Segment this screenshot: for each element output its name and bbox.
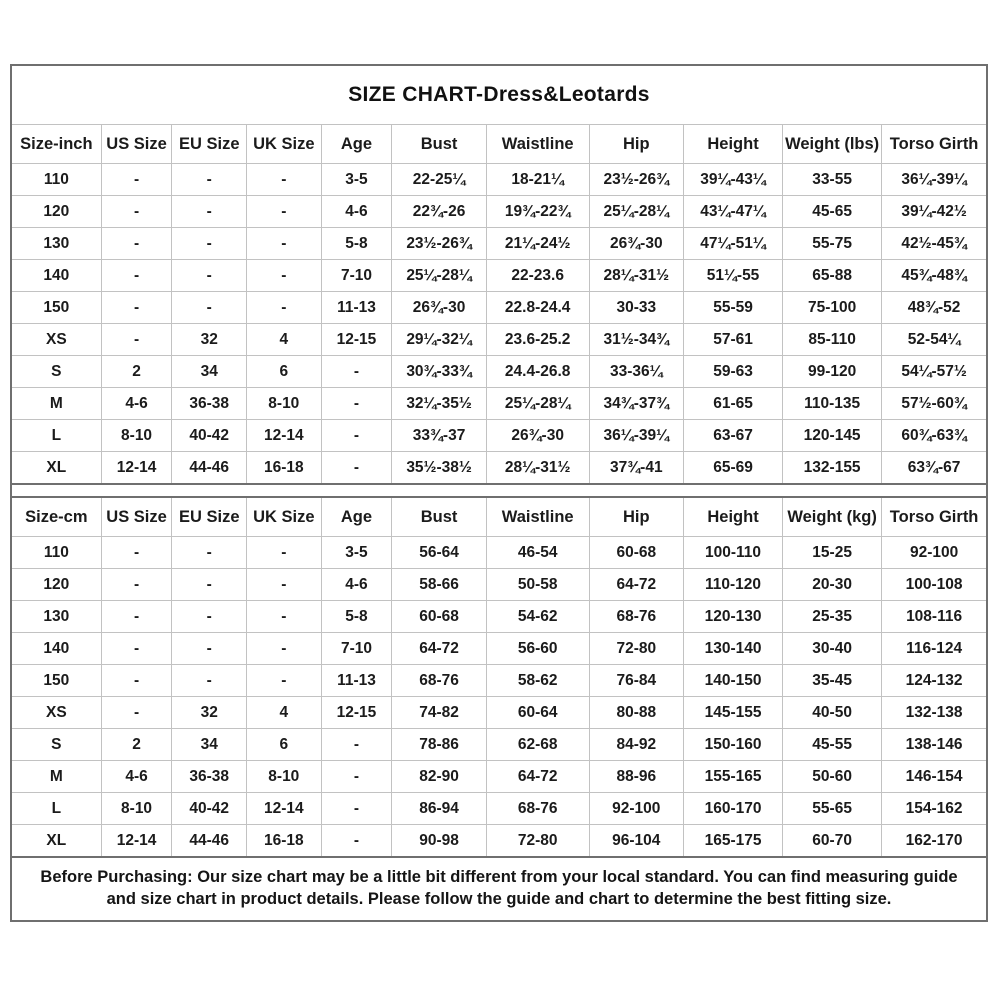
table-cell: -: [172, 665, 247, 697]
table-cell: 146-154: [882, 761, 986, 793]
table-cell: 108-116: [882, 601, 986, 633]
table-cell: S: [12, 729, 101, 761]
table-cell: 96-104: [589, 825, 683, 857]
table-cell: -: [101, 569, 172, 601]
table-cell: S: [12, 356, 101, 388]
table-cell: 120-145: [783, 420, 882, 452]
table-cell: 23½-26¾: [392, 228, 486, 260]
table-cell: -: [172, 633, 247, 665]
purchase-note: Before Purchasing: Our size chart may be a little bit different from your local standard. You can find measuring guide and size chart in product details. Please follow the guide and chart to determine the best fitting size.: [12, 856, 986, 920]
table-cell: 16-18: [247, 825, 322, 857]
header-cell: Size-inch: [12, 125, 101, 164]
table-cell: -: [101, 164, 172, 196]
table-cell: 155-165: [683, 761, 782, 793]
table-cell: 130: [12, 601, 101, 633]
table-cell: 12-14: [247, 420, 322, 452]
table-cell: 8-10: [247, 761, 322, 793]
table-cell: 2: [101, 729, 172, 761]
table-cell: 99-120: [783, 356, 882, 388]
header-cell: EU Size: [172, 125, 247, 164]
table-cell: L: [12, 420, 101, 452]
table-cell: 60-68: [392, 601, 486, 633]
table-cell: -: [101, 537, 172, 569]
header-cell: Weight (kg): [783, 497, 882, 537]
table-cell: -: [247, 164, 322, 196]
table-cell: 5-8: [321, 228, 392, 260]
table-cell: XL: [12, 825, 101, 857]
table-cell: 44-46: [172, 825, 247, 857]
table-cell: -: [172, 260, 247, 292]
table-cell: 42½-45¾: [882, 228, 986, 260]
table-cell: 140: [12, 260, 101, 292]
table-cell: 140-150: [683, 665, 782, 697]
table-cell: -: [321, 420, 392, 452]
table-cell: 60-68: [589, 537, 683, 569]
table-cell: 29¼-32¼: [392, 324, 486, 356]
table-cell: 50-58: [486, 569, 589, 601]
table-cell: 150: [12, 665, 101, 697]
table-cell: 20-30: [783, 569, 882, 601]
table-cell: 145-155: [683, 697, 782, 729]
table-row: [12, 260, 986, 292]
table-cell: -: [101, 228, 172, 260]
table-cell: -: [321, 356, 392, 388]
table-cell: 28¼-31½: [589, 260, 683, 292]
table-cell: 6: [247, 356, 322, 388]
table-cell: 22-25¼: [392, 164, 486, 196]
table-cell: -: [321, 388, 392, 420]
table-cell: 45-55: [783, 729, 882, 761]
table-cell: 130: [12, 228, 101, 260]
table-cell: 110: [12, 164, 101, 196]
table-cell: 80-88: [589, 697, 683, 729]
table-cell: -: [247, 665, 322, 697]
table-cell: 55-75: [783, 228, 882, 260]
table-cell: 56-60: [486, 633, 589, 665]
header-cell: Age: [321, 497, 392, 537]
table-row: [12, 196, 986, 228]
table-cell: 68-76: [589, 601, 683, 633]
table-row: [12, 793, 986, 825]
table-cell: 12-15: [321, 324, 392, 356]
table-cell: 18-21¼: [486, 164, 589, 196]
table-cell: 25-35: [783, 601, 882, 633]
table-cell: 65-88: [783, 260, 882, 292]
table-cell: 26¾-30: [589, 228, 683, 260]
table-cell: 31½-34¾: [589, 324, 683, 356]
table-cell: 92-100: [589, 793, 683, 825]
table-cell: -: [101, 196, 172, 228]
table-cell: 48¾-52: [882, 292, 986, 324]
table-cell: XS: [12, 324, 101, 356]
table-cell: 64-72: [589, 569, 683, 601]
table-cell: -: [101, 601, 172, 633]
header-cell: Waistline: [486, 497, 589, 537]
table-cell: -: [247, 292, 322, 324]
table-cell: 23½-26¾: [589, 164, 683, 196]
table-cell: 110-135: [783, 388, 882, 420]
table-row: [12, 601, 986, 633]
table-cell: 4-6: [101, 761, 172, 793]
table-cell: 110: [12, 537, 101, 569]
table-cell: 52-54¼: [882, 324, 986, 356]
table-cell: 65-69: [683, 452, 782, 485]
table-cell: 51¼-55: [683, 260, 782, 292]
table-cell: 50-60: [783, 761, 882, 793]
table-cell: 40-42: [172, 420, 247, 452]
table-cell: 150: [12, 292, 101, 324]
table-cell: 25¼-28¼: [392, 260, 486, 292]
table-cell: 54-62: [486, 601, 589, 633]
table-cell: -: [101, 324, 172, 356]
table-cell: 32: [172, 697, 247, 729]
table-row: [12, 825, 986, 857]
table-cell: -: [172, 228, 247, 260]
size-table-inches: [12, 125, 986, 485]
header-cell: Bust: [392, 497, 486, 537]
table-cell: -: [321, 825, 392, 857]
header-cell: Age: [321, 125, 392, 164]
table-cell: 16-18: [247, 452, 322, 485]
table-cell: 22-23.6: [486, 260, 589, 292]
table-cell: -: [172, 164, 247, 196]
table-cell: 35½-38½: [392, 452, 486, 485]
table-cell: 84-92: [589, 729, 683, 761]
table-cell: 165-175: [683, 825, 782, 857]
table-cell: 7-10: [321, 260, 392, 292]
table-cell: 60-64: [486, 697, 589, 729]
table-cell: 36-38: [172, 761, 247, 793]
table-cell: 116-124: [882, 633, 986, 665]
table-row: [12, 356, 986, 388]
table-cell: 88-96: [589, 761, 683, 793]
header-cell: Hip: [589, 497, 683, 537]
table-cell: 8-10: [101, 420, 172, 452]
table-cell: 21¼-24½: [486, 228, 589, 260]
table-cell: 4: [247, 697, 322, 729]
table-cell: 40-42: [172, 793, 247, 825]
table-cell: 60-70: [783, 825, 882, 857]
header-cell: EU Size: [172, 497, 247, 537]
table-cell: 57½-60¾: [882, 388, 986, 420]
table-cell: -: [321, 729, 392, 761]
header-cell: Torso Girth: [882, 497, 986, 537]
header-cell: US Size: [101, 125, 172, 164]
table-cell: 55-65: [783, 793, 882, 825]
table-cell: 30-33: [589, 292, 683, 324]
table-cell: -: [247, 196, 322, 228]
page-title: SIZE CHART-Dress&Leotards: [12, 66, 986, 125]
table-cell: 60¾-63¾: [882, 420, 986, 452]
header-cell: US Size: [101, 497, 172, 537]
table-cell: 23.6-25.2: [486, 324, 589, 356]
table-cell: 140: [12, 633, 101, 665]
header-cell: Height: [683, 125, 782, 164]
header-cell: Bust: [392, 125, 486, 164]
table-cell: 154-162: [882, 793, 986, 825]
table-cell: -: [247, 228, 322, 260]
table-cell: 12-14: [101, 452, 172, 485]
table-cell: 76-84: [589, 665, 683, 697]
table-cell: 90-98: [392, 825, 486, 857]
header-row: [12, 497, 986, 537]
table-cell: 12-15: [321, 697, 392, 729]
table-cell: -: [172, 569, 247, 601]
table-cell: 120-130: [683, 601, 782, 633]
table-cell: 32: [172, 324, 247, 356]
table-cell: 150-160: [683, 729, 782, 761]
table-cell: 15-25: [783, 537, 882, 569]
table-cell: 63¾-67: [882, 452, 986, 485]
table-cell: 11-13: [321, 292, 392, 324]
header-cell: Weight (lbs): [783, 125, 882, 164]
table-row: [12, 729, 986, 761]
table-cell: 36¼-39¼: [589, 420, 683, 452]
table-cell: 33-55: [783, 164, 882, 196]
table-cell: 120: [12, 569, 101, 601]
table-cell: 34¾-37¾: [589, 388, 683, 420]
size-chart-sheet: [10, 64, 988, 922]
table-cell: 39¼-42½: [882, 196, 986, 228]
table-cell: 37¾-41: [589, 452, 683, 485]
table-cell: M: [12, 761, 101, 793]
table-cell: 25¼-28¼: [589, 196, 683, 228]
table-cell: 120: [12, 196, 101, 228]
table-cell: 132-138: [882, 697, 986, 729]
table-cell: 46-54: [486, 537, 589, 569]
table-cell: 59-63: [683, 356, 782, 388]
table-cell: 45-65: [783, 196, 882, 228]
table-cell: -: [247, 633, 322, 665]
table-cell: 57-61: [683, 324, 782, 356]
table-cell: -: [101, 633, 172, 665]
table-cell: 26¾-30: [486, 420, 589, 452]
table-cell: 33¾-37: [392, 420, 486, 452]
table-cell: 33-36¼: [589, 356, 683, 388]
table-cell: -: [247, 260, 322, 292]
table-cell: 30-40: [783, 633, 882, 665]
table-cell: 7-10: [321, 633, 392, 665]
table-cell: -: [321, 793, 392, 825]
table-row: [12, 452, 986, 485]
table-cell: 56-64: [392, 537, 486, 569]
header-cell: Torso Girth: [882, 125, 986, 164]
table-cell: 4-6: [321, 196, 392, 228]
table-cell: 100-108: [882, 569, 986, 601]
table-cell: 68-76: [486, 793, 589, 825]
table-row: [12, 665, 986, 697]
header-cell: Hip: [589, 125, 683, 164]
table-cell: 138-146: [882, 729, 986, 761]
table-cell: 8-10: [247, 388, 322, 420]
table-cell: 19¾-22¾: [486, 196, 589, 228]
table-cell: 58-66: [392, 569, 486, 601]
table-cell: 82-90: [392, 761, 486, 793]
table-row: [12, 228, 986, 260]
table-cell: 4-6: [101, 388, 172, 420]
table-cell: 26¾-30: [392, 292, 486, 324]
table-row: [12, 537, 986, 569]
table-cell: 11-13: [321, 665, 392, 697]
table-divider: [12, 485, 986, 496]
table-cell: 32¼-35½: [392, 388, 486, 420]
header-cell: Height: [683, 497, 782, 537]
table-cell: 8-10: [101, 793, 172, 825]
table-cell: 12-14: [101, 825, 172, 857]
table-cell: 25¼-28¼: [486, 388, 589, 420]
table-cell: 124-132: [882, 665, 986, 697]
table-cell: 86-94: [392, 793, 486, 825]
table-row: [12, 164, 986, 196]
table-cell: 68-76: [392, 665, 486, 697]
table-cell: 54¼-57½: [882, 356, 986, 388]
table-cell: 45¾-48¾: [882, 260, 986, 292]
table-cell: 75-100: [783, 292, 882, 324]
header-cell: Waistline: [486, 125, 589, 164]
table-row: [12, 633, 986, 665]
table-cell: 43¼-47¼: [683, 196, 782, 228]
table-cell: 6: [247, 729, 322, 761]
table-cell: 62-68: [486, 729, 589, 761]
table-cell: -: [172, 196, 247, 228]
table-cell: 72-80: [589, 633, 683, 665]
table-cell: 55-59: [683, 292, 782, 324]
table-cell: -: [101, 665, 172, 697]
table-cell: 132-155: [783, 452, 882, 485]
table-cell: -: [101, 697, 172, 729]
header-cell: UK Size: [247, 497, 322, 537]
table-cell: 34: [172, 729, 247, 761]
table-cell: 64-72: [486, 761, 589, 793]
table-cell: -: [247, 601, 322, 633]
table-cell: 74-82: [392, 697, 486, 729]
table-cell: -: [247, 537, 322, 569]
header-row: [12, 125, 986, 164]
table-cell: 4: [247, 324, 322, 356]
table-cell: 30¾-33¾: [392, 356, 486, 388]
header-cell: UK Size: [247, 125, 322, 164]
table-cell: 4-6: [321, 569, 392, 601]
table-cell: -: [172, 292, 247, 324]
size-table-cm: [12, 496, 986, 856]
table-row: [12, 761, 986, 793]
table-cell: 22¾-26: [392, 196, 486, 228]
table-cell: 36¼-39¼: [882, 164, 986, 196]
table-cell: XS: [12, 697, 101, 729]
table-row: [12, 697, 986, 729]
table-cell: 61-65: [683, 388, 782, 420]
table-row: [12, 420, 986, 452]
table-cell: 85-110: [783, 324, 882, 356]
table-cell: 130-140: [683, 633, 782, 665]
table-cell: 78-86: [392, 729, 486, 761]
table-row: [12, 388, 986, 420]
table-cell: 58-62: [486, 665, 589, 697]
table-row: [12, 569, 986, 601]
table-cell: 2: [101, 356, 172, 388]
table-row: [12, 324, 986, 356]
table-cell: -: [321, 761, 392, 793]
table-cell: -: [321, 452, 392, 485]
table-cell: L: [12, 793, 101, 825]
table-cell: 72-80: [486, 825, 589, 857]
table-cell: 47¼-51¼: [683, 228, 782, 260]
table-cell: 44-46: [172, 452, 247, 485]
table-cell: 24.4-26.8: [486, 356, 589, 388]
table-cell: XL: [12, 452, 101, 485]
table-cell: 3-5: [321, 164, 392, 196]
table-cell: 5-8: [321, 601, 392, 633]
table-cell: -: [172, 601, 247, 633]
table-cell: 40-50: [783, 697, 882, 729]
table-cell: 22.8-24.4: [486, 292, 589, 324]
table-cell: 36-38: [172, 388, 247, 420]
table-cell: 39¼-43¼: [683, 164, 782, 196]
table-cell: 92-100: [882, 537, 986, 569]
table-cell: -: [172, 537, 247, 569]
table-cell: 35-45: [783, 665, 882, 697]
table-row: [12, 292, 986, 324]
header-cell: Size-cm: [12, 497, 101, 537]
table-cell: 110-120: [683, 569, 782, 601]
table-cell: -: [101, 260, 172, 292]
table-cell: 28¼-31½: [486, 452, 589, 485]
table-cell: 160-170: [683, 793, 782, 825]
table-cell: 162-170: [882, 825, 986, 857]
table-cell: 100-110: [683, 537, 782, 569]
table-cell: 63-67: [683, 420, 782, 452]
table-cell: 34: [172, 356, 247, 388]
table-cell: -: [247, 569, 322, 601]
table-cell: 64-72: [392, 633, 486, 665]
table-cell: M: [12, 388, 101, 420]
table-cell: -: [101, 292, 172, 324]
table-cell: 12-14: [247, 793, 322, 825]
table-cell: 3-5: [321, 537, 392, 569]
